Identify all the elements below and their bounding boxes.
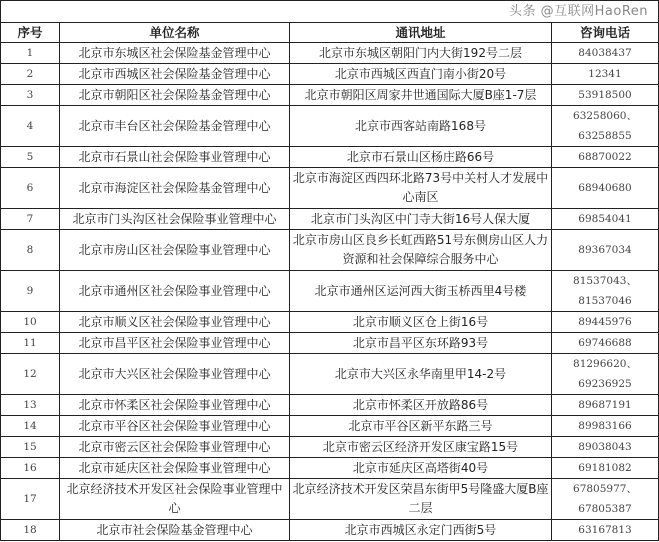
cell-name: 北京市昌平区社会保险事业管理中心	[60, 333, 290, 354]
table-row	[1, 395, 659, 416]
cell-phone	[552, 43, 659, 64]
phone-number: 81537043、81537046	[573, 275, 637, 307]
cell-address: 北京市通州区运河西大街玉桥西里4号楼	[290, 271, 552, 312]
phone-number: 67805977、67805387	[573, 483, 637, 515]
cell-address: 北京市石景山区杨庄路66号	[290, 147, 552, 168]
cell-address: 北京市东城区朝阳门内大街192号二层	[290, 43, 552, 64]
cell-name: 北京市丰台区社会保险基金管理中心	[60, 106, 290, 147]
cell-name: 北京市房山区社会保险事业管理中心	[60, 230, 290, 271]
cell-phone	[552, 458, 659, 479]
phone-number: 68870022	[578, 151, 632, 163]
cell-phone	[552, 147, 659, 168]
phone-number: 84038437	[578, 47, 632, 59]
cell-name: 北京市西城区社会保险基金管理中心	[60, 64, 290, 85]
cell-phone	[552, 312, 659, 333]
cell-address: 北京市房山区良乡长虹西路51号东侧房山区人力资源和社会保障综合服务中心	[290, 230, 552, 271]
cell-name: 北京经济技术开发区社会保险事业管理中心	[60, 479, 290, 520]
table-row	[1, 168, 659, 209]
cell-address: 北京市西客站南路168号	[290, 106, 552, 147]
cell-name: 北京市延庆区社会保险事业管理中心	[60, 458, 290, 479]
table-row	[1, 520, 659, 541]
cell-index: 8	[1, 230, 60, 271]
cell-index: 15	[1, 437, 60, 458]
table-row	[1, 106, 659, 147]
cell-index: 4	[1, 106, 60, 147]
phone-number: 63258060、63258855	[573, 110, 637, 142]
table-row	[1, 333, 659, 354]
cell-phone	[552, 168, 659, 209]
table-row	[1, 479, 659, 520]
phone-number: 89367034	[578, 244, 632, 256]
table-row	[1, 354, 659, 395]
table-row	[1, 312, 659, 333]
cell-name: 北京市通州区社会保险事业管理中心	[60, 271, 290, 312]
table-row	[1, 416, 659, 437]
cell-address: 北京市海淀区西四环北路73号中关村人才发展中心南区	[290, 168, 552, 209]
cell-phone	[552, 479, 659, 520]
cell-phone	[552, 271, 659, 312]
cell-name: 北京市怀柔区社会保险事业管理中心	[60, 395, 290, 416]
cell-name: 北京市大兴区社会保险事业管理中心	[60, 354, 290, 395]
cell-address: 北京市西城区永定门西街5号	[290, 520, 552, 541]
header-index: 序号	[1, 23, 60, 43]
phone-number: 89687191	[578, 399, 632, 411]
cell-address: 北京市延庆区高塔街40号	[290, 458, 552, 479]
cell-name: 北京市东城区社会保险基金管理中心	[60, 43, 290, 64]
cell-phone	[552, 395, 659, 416]
phone-number: 69746688	[578, 337, 632, 349]
cell-name: 北京市社会保险基金管理中心	[60, 520, 290, 541]
cell-name: 北京市密云区社会保险事业管理中心	[60, 437, 290, 458]
table-row	[1, 64, 659, 85]
table-title-row	[1, 1, 659, 23]
phone-number: 68940680	[578, 182, 632, 194]
cell-index: 14	[1, 416, 60, 437]
phone-number: 53918500	[578, 89, 632, 101]
cell-address: 北京市密云区经济开发区康宝路15号	[290, 437, 552, 458]
table-row	[1, 271, 659, 312]
phone-number: 63167813	[578, 524, 632, 536]
table-row	[1, 437, 659, 458]
cell-address: 北京市平谷区新平东路三号	[290, 416, 552, 437]
cell-address: 北京市朝阳区周家井世通国际大厦B座1-7层	[290, 85, 552, 106]
table-row	[1, 209, 659, 230]
header-phone: 咨询电话	[552, 23, 659, 43]
cell-phone	[552, 85, 659, 106]
cell-address: 北京市怀柔区开放路86号	[290, 395, 552, 416]
cell-index: 9	[1, 271, 60, 312]
cell-name: 北京市平谷区社会保险事业管理中心	[60, 416, 290, 437]
table-row	[1, 230, 659, 271]
phone-number: 69181082	[578, 462, 632, 474]
cell-phone	[552, 230, 659, 271]
header-name: 单位名称	[60, 23, 290, 43]
phone-number: 81296620、69236925	[573, 358, 637, 390]
phone-number: 89445976	[578, 316, 632, 328]
header-address: 通讯地址	[290, 23, 552, 43]
cell-index: 2	[1, 64, 60, 85]
phone-number: 89038043	[578, 441, 632, 453]
phone-number: 12341	[588, 68, 622, 80]
cell-index: 10	[1, 312, 60, 333]
table-row	[1, 43, 659, 64]
cell-phone	[552, 209, 659, 230]
empty-title-cell	[1, 1, 659, 23]
cell-name: 北京市朝阳区社会保险基金管理中心	[60, 85, 290, 106]
cell-name: 北京市顺义区社会保险事业管理中心	[60, 312, 290, 333]
cell-phone	[552, 354, 659, 395]
cell-address: 北京市西城区西直门南小街20号	[290, 64, 552, 85]
table-row	[1, 147, 659, 168]
cell-index: 3	[1, 85, 60, 106]
cell-phone	[552, 520, 659, 541]
cell-phone	[552, 64, 659, 85]
watermark: 头条 @互联网HaoRen	[509, 4, 649, 19]
phone-number: 89983166	[578, 420, 632, 432]
cell-name: 北京市海淀区社会保险基金管理中心	[60, 168, 290, 209]
cell-phone	[552, 333, 659, 354]
cell-index: 16	[1, 458, 60, 479]
table-row	[1, 458, 659, 479]
cell-index: 1	[1, 43, 60, 64]
cell-index: 5	[1, 147, 60, 168]
cell-index: 18	[1, 520, 60, 541]
cell-phone	[552, 416, 659, 437]
cell-index: 12	[1, 354, 60, 395]
cell-address: 北京市昌平区东环路93号	[290, 333, 552, 354]
cell-index: 6	[1, 168, 60, 209]
phone-number: 69854041	[578, 213, 632, 225]
cell-name: 北京市石景山社会保险事业管理中心	[60, 147, 290, 168]
cell-index: 13	[1, 395, 60, 416]
table-row	[1, 85, 659, 106]
cell-index: 7	[1, 209, 60, 230]
cell-index: 17	[1, 479, 60, 520]
cell-phone	[552, 106, 659, 147]
cell-address: 北京市门头沟区中门寺大街16号人保大厦	[290, 209, 552, 230]
cell-phone	[552, 437, 659, 458]
cell-address: 北京市大兴区永华南里甲14-2号	[290, 354, 552, 395]
cell-index: 11	[1, 333, 60, 354]
cell-name: 北京市门头沟区社会保险事业管理中心	[60, 209, 290, 230]
header-row	[1, 23, 659, 43]
cell-address: 北京市顺义区仓上街16号	[290, 312, 552, 333]
cell-address: 北京经济技术开发区荣昌东街甲5号隆盛大厦B座二层	[290, 479, 552, 520]
